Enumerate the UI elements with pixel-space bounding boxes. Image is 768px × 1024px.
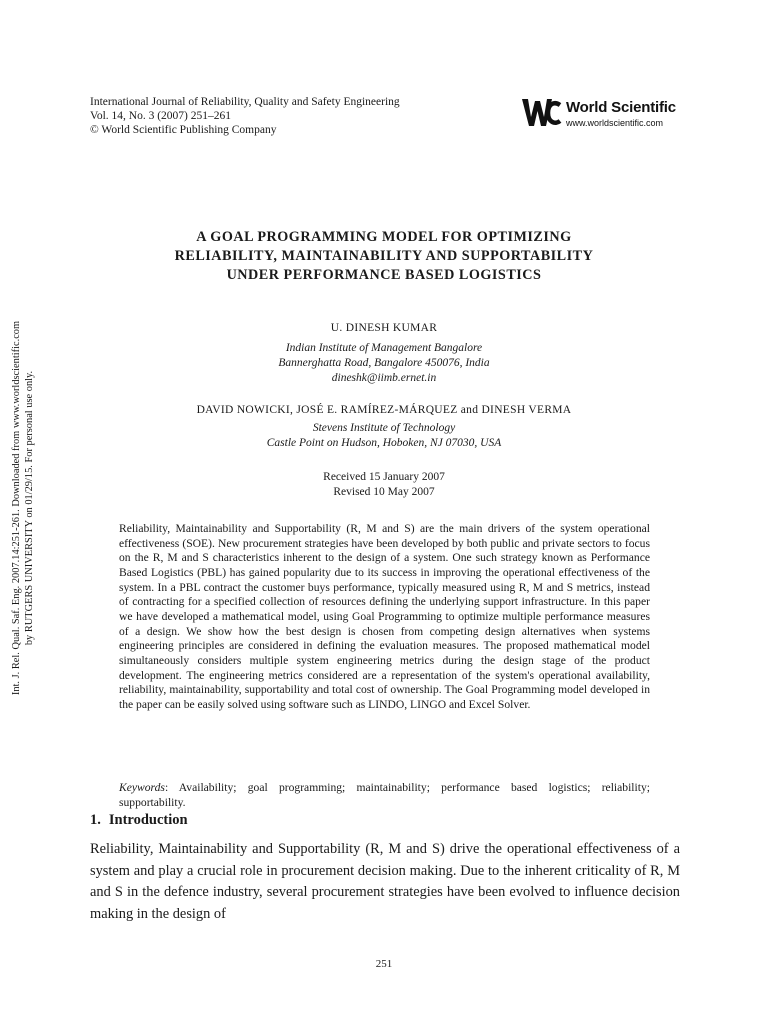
- section-title: Introduction: [108, 812, 188, 828]
- journal-name: International Journal of Reliability, Quality and Safety Engineering: [90, 96, 400, 108]
- keywords: [119, 781, 650, 810]
- section-number: 1.: [90, 812, 101, 828]
- section-heading: [90, 812, 188, 829]
- author-names-last: DINESH VERMA: [481, 404, 572, 416]
- author-email: dineshk@iimb.ernet.in: [331, 372, 437, 384]
- author-address: Castle Point on Hudson, Hoboken, NJ 07030, USA: [266, 437, 502, 449]
- author-names-and: and: [460, 404, 479, 416]
- download-note-line: Int. J. Rel. Qual. Saf. Eng. 2007.14:251-261. Downloaded from www.worldscientific.com: [11, 320, 22, 696]
- publisher-logo: [520, 96, 690, 132]
- journal-volume: Vol. 14, No. 3 (2007) 251–261: [90, 110, 231, 122]
- title-line: RELIABILITY, MAINTAINABILITY AND SUPPORTABILITY: [174, 248, 594, 264]
- download-note-line: by RUTGERS UNIVERSITY on 01/29/15. For personal use only.: [24, 370, 35, 646]
- keywords-text: : Availability; goal programming; maintainability; performance based logistics; reliability; supportability.: [119, 781, 650, 809]
- title-line: UNDER PERFORMANCE BASED LOGISTICS: [226, 267, 542, 283]
- author-block-2: [60, 403, 708, 451]
- author-name: U. DINESH KUMAR: [330, 322, 438, 334]
- abstract: Reliability, Maintainability and Supportability (R, M and S) are the main drivers of the system operational effectiveness (SOE). New procurement strategies have been developed by both public and private sectors to focus on the R, M and S characteristics inherent to the design of a system. One such strategy known as Performance Based Logistics (PBL) has gained popularity due to its success in improving the operational effectiveness of the system. In a PBL contract the customer buys performance, typically measured using R, M and S metrics, instead of contracting for a specified collection of resources defining the underlying support infrastructure. In this paper we have developed a mathematical model, using Goal Programming to optimize multiple performance measures of a design. We show how the best design is chosen from competing design alternatives when systems engineering principles are considered in defining the evaluation measures. The proposed mathematical model simultaneously considers multiple system engineering metrics during the design stage of the product development. The engineering metrics considered are a representation of the system's operational availability, reliability, maintainability, supportability and total cost of ownership. The Goal Programming model developed in the paper can be easily solved using software such as LINDO, LINGO and Excel Solver.: [119, 522, 650, 711]
- revised-date: Revised 10 May 2007: [333, 486, 435, 498]
- world-scientific-logo-icon: [520, 96, 562, 130]
- submission-dates: [60, 470, 708, 500]
- journal-citation: [90, 95, 400, 137]
- paper-title: [60, 228, 708, 285]
- publisher-name: World Scientific: [566, 99, 676, 116]
- author-block-1: [60, 321, 708, 386]
- publisher-url: www.worldscientific.com: [566, 118, 664, 128]
- author-affiliation: Indian Institute of Management Bangalore: [285, 342, 483, 354]
- received-date: Received 15 January 2007: [323, 471, 445, 483]
- download-note: [10, 296, 38, 720]
- intro-paragraph: Reliability, Maintainability and Supportability (R, M and S) drive the operational effectiveness of a system and play a crucial role in procurement decision making. Due to the inherent criticality of R, M and S in the defence industry, several procurement strategies have been evolved to influence decision making in the design of: [90, 841, 680, 922]
- author-affiliation: Stevens Institute of Technology: [312, 422, 456, 434]
- author-names: [60, 403, 708, 418]
- keywords-label: Keywords: [119, 781, 165, 794]
- page-number: 251: [375, 958, 393, 970]
- author-names-main: DAVID NOWICKI, JOSÉ E. RAMÍREZ-MÁRQUEZ: [196, 404, 458, 416]
- title-line: A GOAL PROGRAMMING MODEL FOR OPTIMIZING: [196, 229, 572, 245]
- author-address: Bannerghatta Road, Bangalore 450076, India: [278, 357, 490, 369]
- journal-copyright: © World Scientific Publishing Company: [90, 124, 277, 136]
